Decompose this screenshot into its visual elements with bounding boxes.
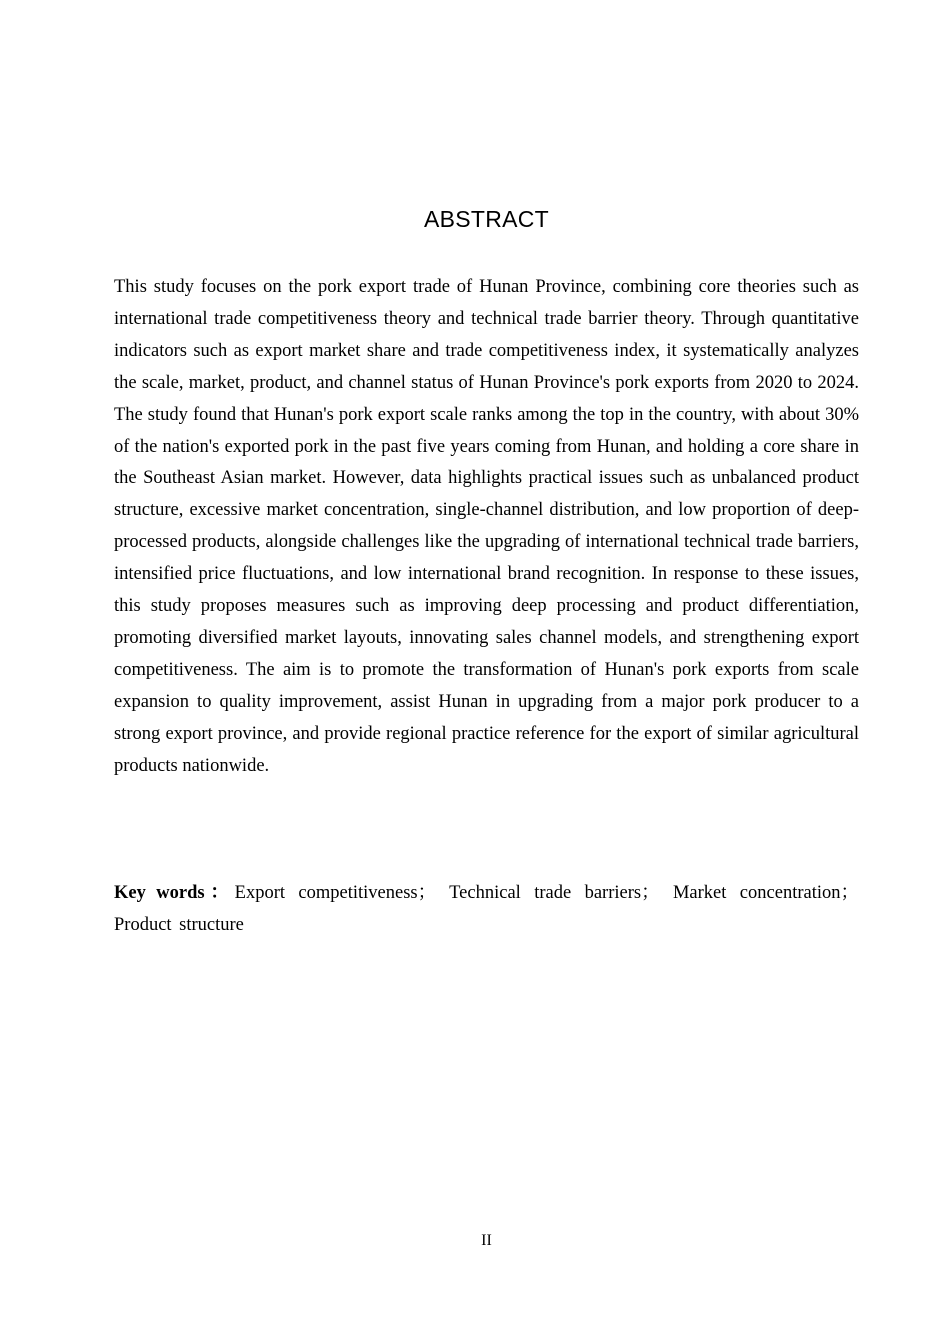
abstract-body: This study focuses on the pork export trade of Hunan Province, combining core theories such as international trade competitiveness theory and technical trade barrier theory. Through quantitative indicators such as export market share and trade competitiveness index, it systematically analyzes the scale, market, product, and channel status of Hunan Province's pork exports from 2020 to 2024. The study found that Hunan's pork export scale ranks among the top in the country, with about 30% of the nation's exported pork in the past five years coming from Hunan, and holding a core share in the Southeast Asian market. However, data highlights practical issues such as unbalanced product structure, excessive market concentration, single-channel distribution, and low proportion of deep-processed products, alongside challenges like the upgrading of international technical trade barriers, intensified price fluctuations, and low international brand recognition. In response to these issues, this study proposes measures such as improving deep processing and product differentiation, promoting diversified market layouts, innovating sales channel models, and strengthening export competitiveness. The aim is to promote the transformation of Hunan's pork exports from scale expansion to quality improvement, assist Hunan in upgrading from a major pork producer to a strong export province, and provide regional practice reference for the export of similar agricultural products nationwide. [114,277,859,776]
page-number: II [481,1232,492,1249]
keywords-paragraph [114,878,859,942]
keywords-text: Export competitiveness； Technical trade barriers； Market concentration； Product structure [114,883,859,935]
abstract-title: ABSTRACT [423,206,550,232]
keywords-label: Key words： [114,883,235,903]
